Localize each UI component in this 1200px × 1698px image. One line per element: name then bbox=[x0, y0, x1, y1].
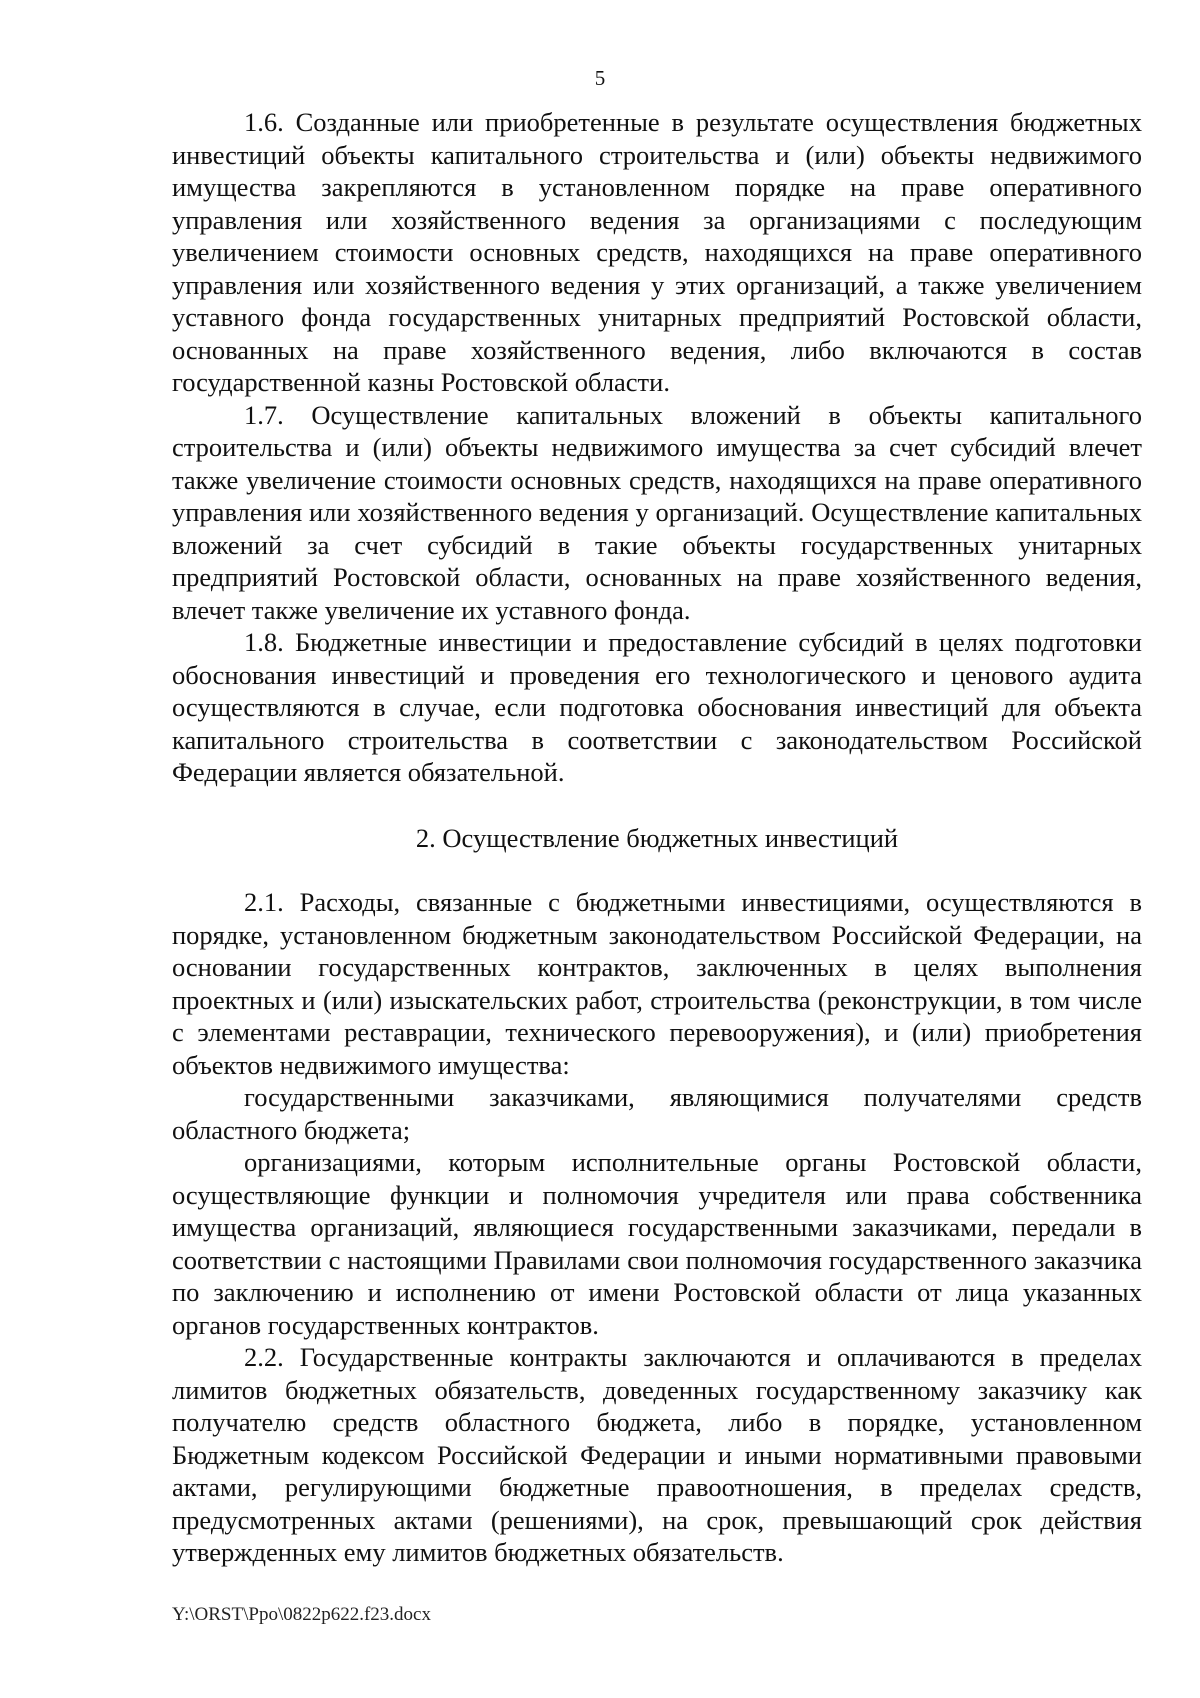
paragraph-1-6: 1.6. Созданные или приобретенные в результате осуществления бюджетных инвестиций объекты капитального строительства и (или) объекты недвижимого имущества закрепляются в установленном порядке на праве оперативного управления или хозяйственного ведения за организациями с последующим увеличением стоимости основных средств, находящихся на праве оперативного управления или хозяйственного ведения у этих организаций, а также увеличением уставного фонда государственных унитарных предприятий Ростовской области, основанных на праве хозяйственного ведения, либо включаются в состав государственной казны Ростовской области. bbox=[172, 107, 1142, 397]
paragraph-1-8: 1.8. Бюджетные инвестиции и предоставление субсидий в целях подготовки обоснования инвестиций и проведения его технологического и ценового аудита осуществляются в случае, если подготовка обоснования инвестиций для объекта капитального строительства в соответствии с законодательством Российской Федерации является обязательной. bbox=[172, 627, 1142, 787]
document-body bbox=[172, 106, 1142, 1569]
paragraph-2-2: 2.2. Государственные контракты заключаются и оплачиваются в пределах лимитов бюджетных обязательств, доведенных государственному заказчику как получателю средств областного бюджета, либо в порядке, установленном Бюджетным кодексом Российской Федерации и иными нормативными правовыми актами, регулирующими бюджетные правоотношения, в пределах средств, предусмотренных актами (решениями), на срок, превышающий срок действия утвержденных ему лимитов бюджетных обязательств. bbox=[172, 1342, 1142, 1567]
section-heading: 2. Осуществление бюджетных инвестиций bbox=[415, 822, 899, 853]
paragraph-2-1: 2.1. Расходы, связанные с бюджетными инвестициями, осуществляются в порядке, установленном бюджетным законодательством Российской Федерации, на основании государственных контрактов, заключенных в целях выполнения проектных и (или) изыскательских работ, строительства (реконструкции, в том числе с элементами реставрации, технического перевооружения), и (или) приобретения объектов недвижимого имущества: bbox=[172, 887, 1142, 1080]
page-number: 5 bbox=[594, 66, 606, 90]
paragraph-2-1-item-1: государственными заказчиками, являющимися получателями средств областного бюджета; bbox=[172, 1082, 1142, 1145]
footer-file-path: Y:\ORST\Ppo\0822p622.f23.docx bbox=[172, 1604, 431, 1625]
paragraph-1-7: 1.7. Осуществление капитальных вложений в объекты капитального строительства и (или) объекты недвижимого имущества за счет субсидий влечет также увеличение стоимости основных средств, находящихся на праве оперативного управления или хозяйственного ведения у организаций. Осуществление капитальных вложений за счет субсидий в такие объекты государственных унитарных предприятий Ростовской области, основанных на праве хозяйственного ведения, влечет также увеличение их уставного фонда. bbox=[172, 399, 1142, 625]
paragraph-2-1-item-2: организациями, которым исполнительные органы Ростовской области, осуществляющие функции и полномочия учредителя или права собственника имущества организаций, являющиеся государственными заказчиками, передали в соответствии с настоящими Правилами свои полномочия государственного заказчика по заключению и исполнению от имени Ростовской области от лица указанных органов государственных контрактов. bbox=[172, 1147, 1142, 1340]
